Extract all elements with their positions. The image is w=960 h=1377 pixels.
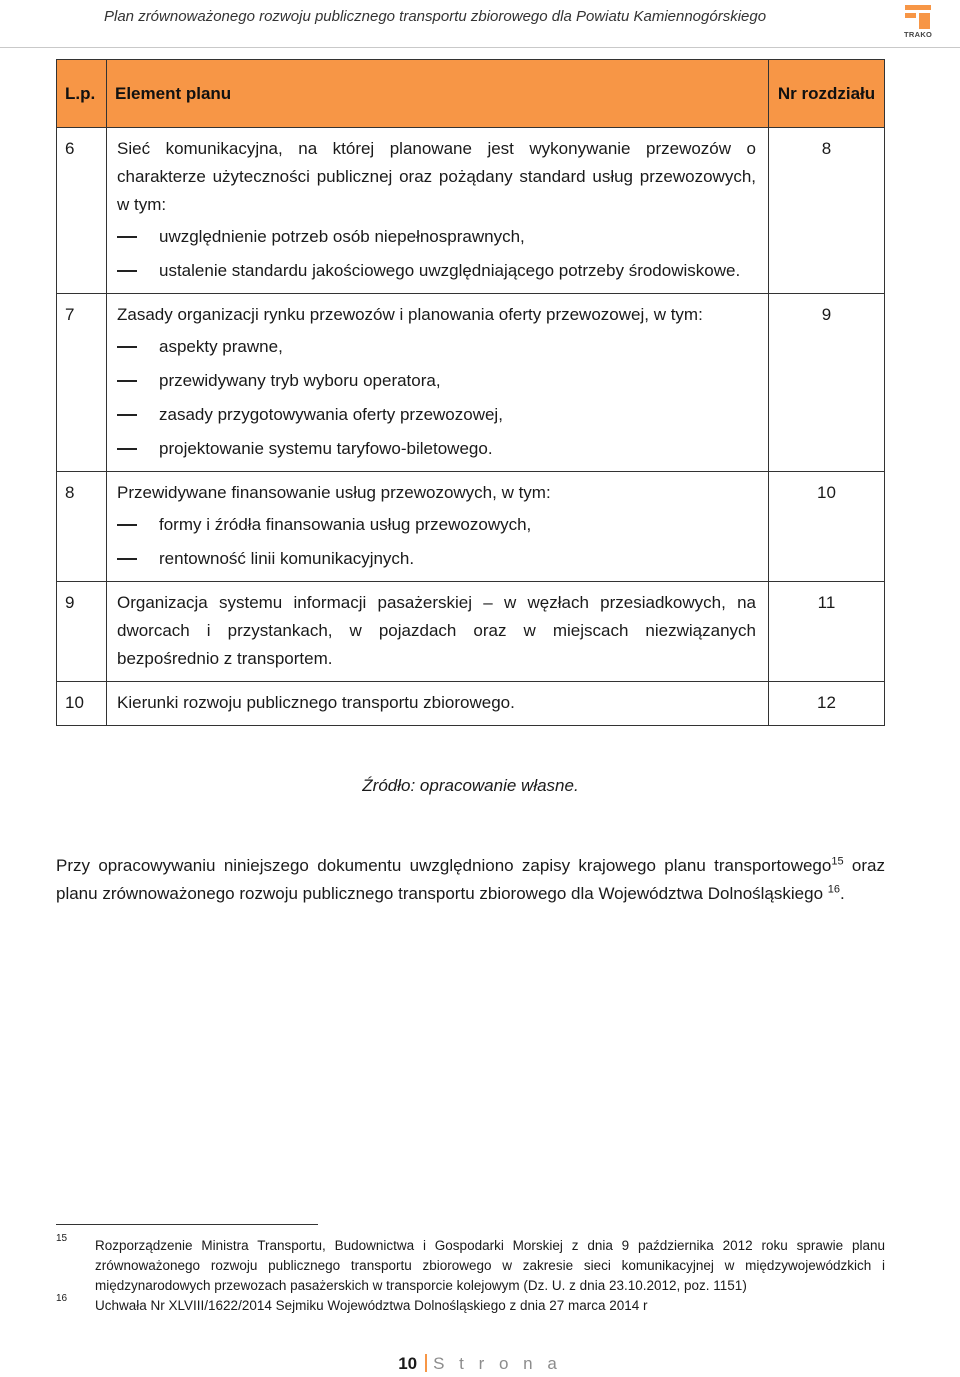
footnote-text: Rozporządzenie Ministra Transportu, Budownictwa i Gospodarki Morskiej z dnia 9 października 2012 roku sprawie planu zrównoważonego rozwoju publicznego transportu zbiorowego w zakresie sieci komunikacyjnej w międzywojewódzkich i międzynarodowych przewozach pasażerskich w transporcie kolejowym (Dz. U. z dnia 23.10.2012, poz. 1151) — [95, 1238, 885, 1293]
footnote-15 — [56, 1233, 885, 1296]
header-lp: L.p. — [57, 60, 107, 128]
bullet-list — [117, 223, 756, 285]
footer-separator — [425, 1354, 427, 1372]
row-element — [107, 128, 769, 294]
row-lp: 8 — [57, 472, 107, 582]
bullet-item: rentowność linii komunikacyjnych. — [117, 545, 756, 573]
footnote-number: 15 — [56, 1233, 68, 1244]
row-lp: 10 — [57, 682, 107, 726]
row-chapter-number: 11 — [769, 582, 885, 682]
bullet-item: uwzględnienie potrzeb osób niepełnosprawnych, — [117, 223, 756, 251]
footnote-16 — [56, 1293, 885, 1316]
row-element — [107, 582, 769, 682]
table-header-row — [57, 60, 885, 128]
running-header: Plan zrównoważonego rozwoju publicznego transportu zbiorowego dla Powiatu Kamiennogórskiego — [104, 8, 767, 25]
plan-elements-table — [56, 59, 885, 726]
bullet-item: zasady przygotowywania oferty przewozowej, — [117, 401, 756, 429]
paragraph-text: oraz planu zrównoważonego rozwoju publicznego transportu zbiorowego dla Województwa Dolnośląskiego — [56, 856, 885, 903]
row-chapter-number: 12 — [769, 682, 885, 726]
table-row — [57, 294, 885, 472]
row-element — [107, 294, 769, 472]
row-lp: 6 — [57, 128, 107, 294]
row-element — [107, 472, 769, 582]
bullet-item: aspekty prawne, — [117, 333, 756, 361]
body-paragraph — [56, 852, 885, 908]
trako-logo-mark-icon — [903, 2, 933, 30]
paragraph-text: . — [840, 884, 845, 903]
row-chapter-number: 9 — [769, 294, 885, 472]
row-chapter-number: 10 — [769, 472, 885, 582]
paragraph-text: Przy opracowywaniu niniejszego dokumentu uwzględniono zapisy krajowego planu transportowego — [56, 856, 832, 875]
header-chapter-number: Nr rozdziału — [769, 60, 885, 128]
page-word: S t r o n a — [433, 1354, 562, 1373]
page-footer — [0, 1354, 960, 1374]
bullet-item: ustalenie standardu jakościowego uwzględniającego potrzeby środowiskowe. — [117, 257, 756, 285]
row-text: Organizacja systemu informacji pasażerskiej – w węzłach przesiadkowych, na dworcach i przystankach, w pojazdach oraz w miejscach niezwiązanych bezpośrednio z transportem. — [117, 593, 756, 668]
footnote-number: 16 — [56, 1293, 68, 1304]
trako-logo — [903, 2, 935, 40]
bullet-list — [117, 333, 756, 463]
bullet-item: projektowanie systemu taryfowo-biletowego. — [117, 435, 756, 463]
bullet-list — [117, 511, 756, 573]
bullet-item: przewidywany tryb wyboru operatora, — [117, 367, 756, 395]
header-element: Element planu — [107, 60, 769, 128]
table-row — [57, 128, 885, 294]
footnotes — [56, 1233, 885, 1316]
row-text: Zasady organizacji rynku przewozów i planowania oferty przewozowej, w tym: — [117, 305, 703, 324]
footnote-text: Uchwała Nr XLVIII/1622/2014 Sejmiku Województwa Dolnośląskiego z dnia 27 marca 2014 r — [95, 1298, 648, 1313]
row-element — [107, 682, 769, 726]
footnote-separator — [56, 1224, 318, 1225]
row-chapter-number: 8 — [769, 128, 885, 294]
logo-text: TRAKO — [904, 30, 933, 39]
footnote-ref-16[interactable]: 16 — [827, 883, 841, 896]
row-text: Sieć komunikacyjna, na której planowane jest wykonywanie przewozów o charakterze użyteczności publicznej oraz pożądany standard usług przewozowych, w tym: — [117, 139, 756, 214]
table-row — [57, 472, 885, 582]
header-divider — [0, 47, 960, 48]
table-row — [57, 582, 885, 682]
bullet-item: formy i źródła finansowania usług przewozowych, — [117, 511, 756, 539]
table-source-caption: Źródło: opracowanie własne. — [362, 776, 579, 795]
row-lp: 7 — [57, 294, 107, 472]
row-text: Kierunki rozwoju publicznego transportu zbiorowego. — [117, 693, 515, 712]
row-lp: 9 — [57, 582, 107, 682]
footnote-ref-15[interactable]: 15 — [831, 855, 844, 868]
row-text: Przewidywane finansowanie usług przewozowych, w tym: — [117, 483, 551, 502]
table-row — [57, 682, 885, 726]
page-number: 10 — [398, 1354, 418, 1373]
